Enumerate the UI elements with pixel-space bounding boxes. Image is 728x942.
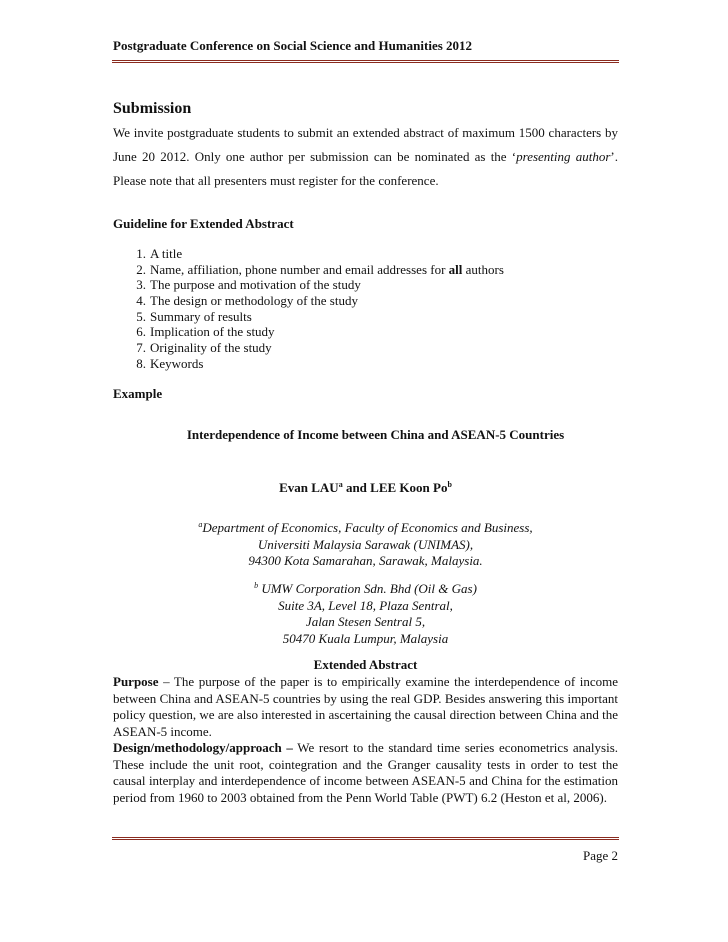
header-divider: [112, 60, 619, 63]
purpose-paragraph: [113, 674, 618, 740]
affiliation-a-line-3: 94300 Kota Samarahan, Sarawak, Malaysia.: [248, 553, 483, 568]
guideline-list: [113, 246, 618, 372]
list-item-text: Summary of results: [150, 308, 252, 324]
list-item-text: A title: [150, 246, 183, 261]
paper-authors: [113, 480, 618, 496]
list-item-emphasis: all: [448, 261, 463, 277]
submission-heading: Submission: [113, 100, 192, 117]
running-header: Postgraduate Conference on Social Science and Humanities 2012: [113, 38, 473, 53]
design-text: We resort to the standard time series econometrics analysis. These include the unit root, cointegration and the Granger causality tests in order to test the causal interplay and interdependence of income between ASEAN-5 and China for the estimation period from 1960 to 2003 obtained from the Penn World Table (PWT) 6.2 (Heston et al, 2006).: [113, 740, 618, 805]
list-item-number: 6.: [136, 324, 146, 340]
author-2-name: LEE Koon Po: [370, 480, 448, 495]
list-item-number: 3.: [136, 277, 146, 293]
design-paragraph: [113, 740, 618, 806]
footer-divider: [112, 837, 619, 840]
list-item-text: Name, affiliation, phone number and email addresses for: [150, 261, 449, 277]
list-item-text: The design or methodology of the study: [150, 293, 358, 309]
affiliation-a-line-2: Universiti Malaysia Sarawak (UNIMAS),: [257, 536, 474, 552]
list-item: [113, 309, 618, 325]
list-item-text: Implication of the study: [150, 324, 275, 340]
list-item-text: Originality of the study: [150, 340, 272, 356]
author-conjunction: and: [342, 480, 371, 495]
presenting-author-text: presenting author: [516, 149, 611, 164]
affiliation-a-line-1: [113, 520, 618, 537]
list-item: [113, 293, 618, 309]
list-item-text-after: authors: [462, 261, 504, 277]
list-item-number: 8.: [136, 355, 146, 371]
paper-title: Interdependence of Income between China and ASEAN-5 Countries: [186, 427, 565, 442]
list-item: [113, 262, 618, 278]
affiliation-b: [113, 581, 618, 647]
affiliation-b-superscript: b: [254, 581, 259, 590]
list-item-text: The purpose and motivation of the study: [150, 277, 361, 293]
list-item: [113, 324, 618, 340]
list-item-number: 5.: [136, 308, 146, 324]
affiliation-b-line-1: [113, 581, 618, 598]
purpose-label: Purpose: [113, 674, 159, 689]
submission-text-part2: ’. Please note that all presenters must register for the conference.: [113, 149, 618, 188]
author-1-superscript: a: [338, 480, 343, 489]
affiliation-a: [113, 520, 618, 570]
list-item: [113, 246, 618, 262]
author-1-name: Evan LAU: [279, 480, 339, 495]
list-item: [113, 340, 618, 356]
list-item-number: 7.: [136, 340, 146, 356]
guideline-heading: Guideline for Extended Abstract: [113, 216, 294, 231]
affiliation-a-superscript: a: [198, 520, 203, 529]
list-item-number: 4.: [136, 293, 146, 309]
list-item-number: 1.: [136, 246, 146, 261]
example-heading: Example: [113, 386, 163, 401]
extended-abstract-body: [113, 674, 618, 806]
list-item-number: 2.: [136, 261, 146, 277]
affiliation-b-text: UMW Corporation Sdn. Bhd (Oil & Gas): [258, 581, 477, 596]
list-item-text: Keywords: [150, 355, 204, 371]
purpose-text: – The purpose of the paper is to empirically examine the interdependence of income between China and ASEAN-5 countries by using the real GDP. Besides answering this important policy question, we are also interested in ascertaining the causal direction between China and the ASEAN-5 income.: [113, 674, 618, 739]
extended-abstract-heading: Extended Abstract: [313, 657, 418, 672]
affiliation-b-line-4: 50470 Kuala Lumpur, Malaysia: [282, 630, 449, 646]
affiliation-b-line-3: Jalan Stesen Sentral 5,: [305, 614, 426, 629]
submission-paragraph: [113, 121, 618, 193]
list-item: [113, 277, 618, 293]
affiliation-a-text: Department of Economics, Faculty of Economics and Business,: [202, 520, 533, 535]
design-label: Design/methodology/approach –: [113, 740, 293, 755]
author-2-superscript: b: [447, 480, 452, 489]
list-item: [113, 356, 618, 372]
page-number: Page 2: [582, 848, 618, 863]
affiliation-b-line-2: Suite 3A, Level 18, Plaza Sentral,: [278, 597, 453, 613]
submission-text-part1: We invite postgraduate students to submit an extended abstract of maximum 1500 characters by June 20 2012. Only one author per submission can be nominated as the ‘: [113, 125, 618, 164]
